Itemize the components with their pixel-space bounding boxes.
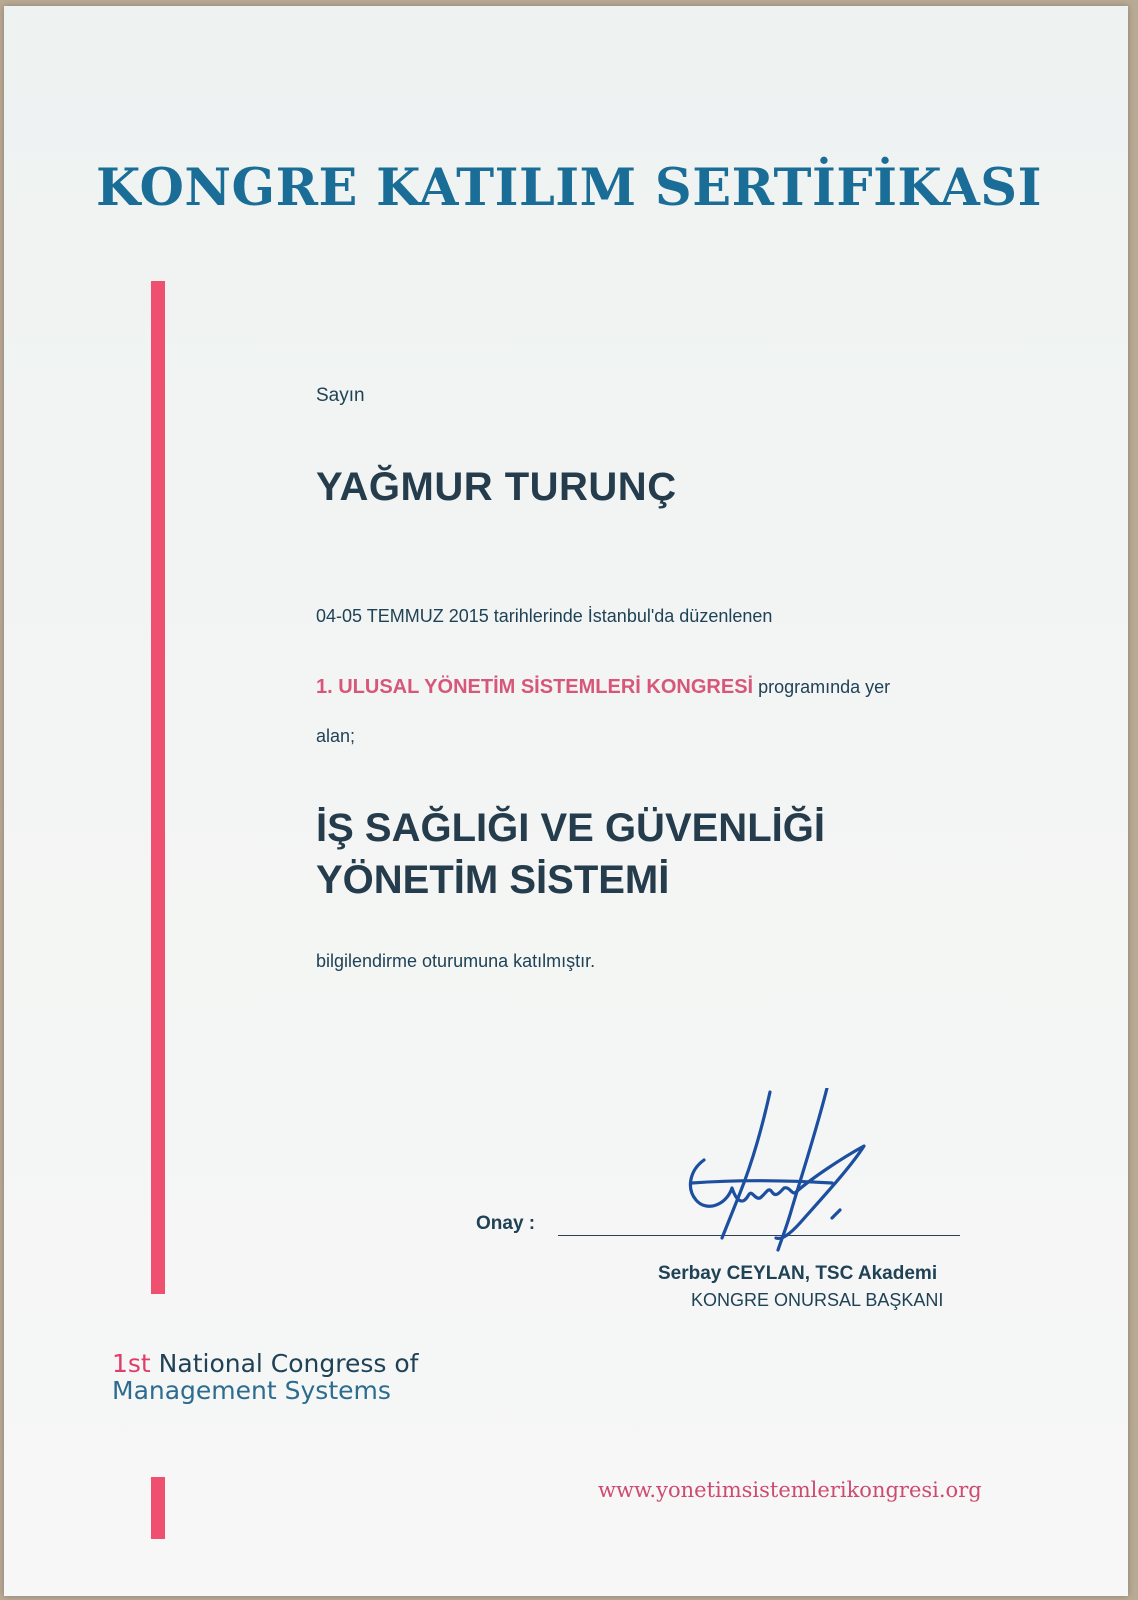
website-link[interactable]: www.yonetimsistemlerikongresi.org	[598, 1478, 982, 1502]
logo-line1-rest: National Congress of	[150, 1349, 419, 1378]
logo-line1	[112, 1350, 418, 1377]
program-continuation: alan;	[316, 726, 356, 746]
accent-bar-small	[151, 1477, 165, 1539]
salutation: Sayın	[316, 385, 365, 406]
program-line	[316, 676, 890, 699]
accent-bar	[151, 281, 165, 1294]
signer-title: KONGRE ONURSAL BAŞKANI	[691, 1290, 944, 1310]
dates-line: 04-05 TEMMUZ 2015 tarihlerinde İstanbul'da düzenlenen	[316, 606, 773, 626]
congress-name: 1. ULUSAL YÖNETİM SİSTEMLERİ KONGRESİ	[316, 676, 754, 698]
congress-logo	[112, 1350, 418, 1404]
program-suffix: programında yer	[753, 677, 891, 697]
approval-label: Onay :	[476, 1213, 536, 1234]
signer-name: Serbay CEYLAN, TSC Akademi	[658, 1263, 938, 1284]
session-title-line2: YÖNETİM SİSTEMİ	[316, 858, 670, 902]
recipient-name: YAĞMUR TURUNÇ	[316, 465, 677, 509]
signature-icon	[682, 1088, 892, 1273]
logo-line2: Management Systems	[112, 1376, 391, 1405]
session-title-line1: İŞ SAĞLIĞI VE GÜVENLİĞİ	[316, 806, 825, 850]
participation-line: bilgilendirme oturumuna katılmıştır.	[316, 951, 596, 971]
logo-accent: 1st	[112, 1349, 151, 1378]
session-title	[316, 802, 825, 906]
certificate-title: KONGRE KATILIM SERTİFİKASI	[96, 158, 1042, 218]
